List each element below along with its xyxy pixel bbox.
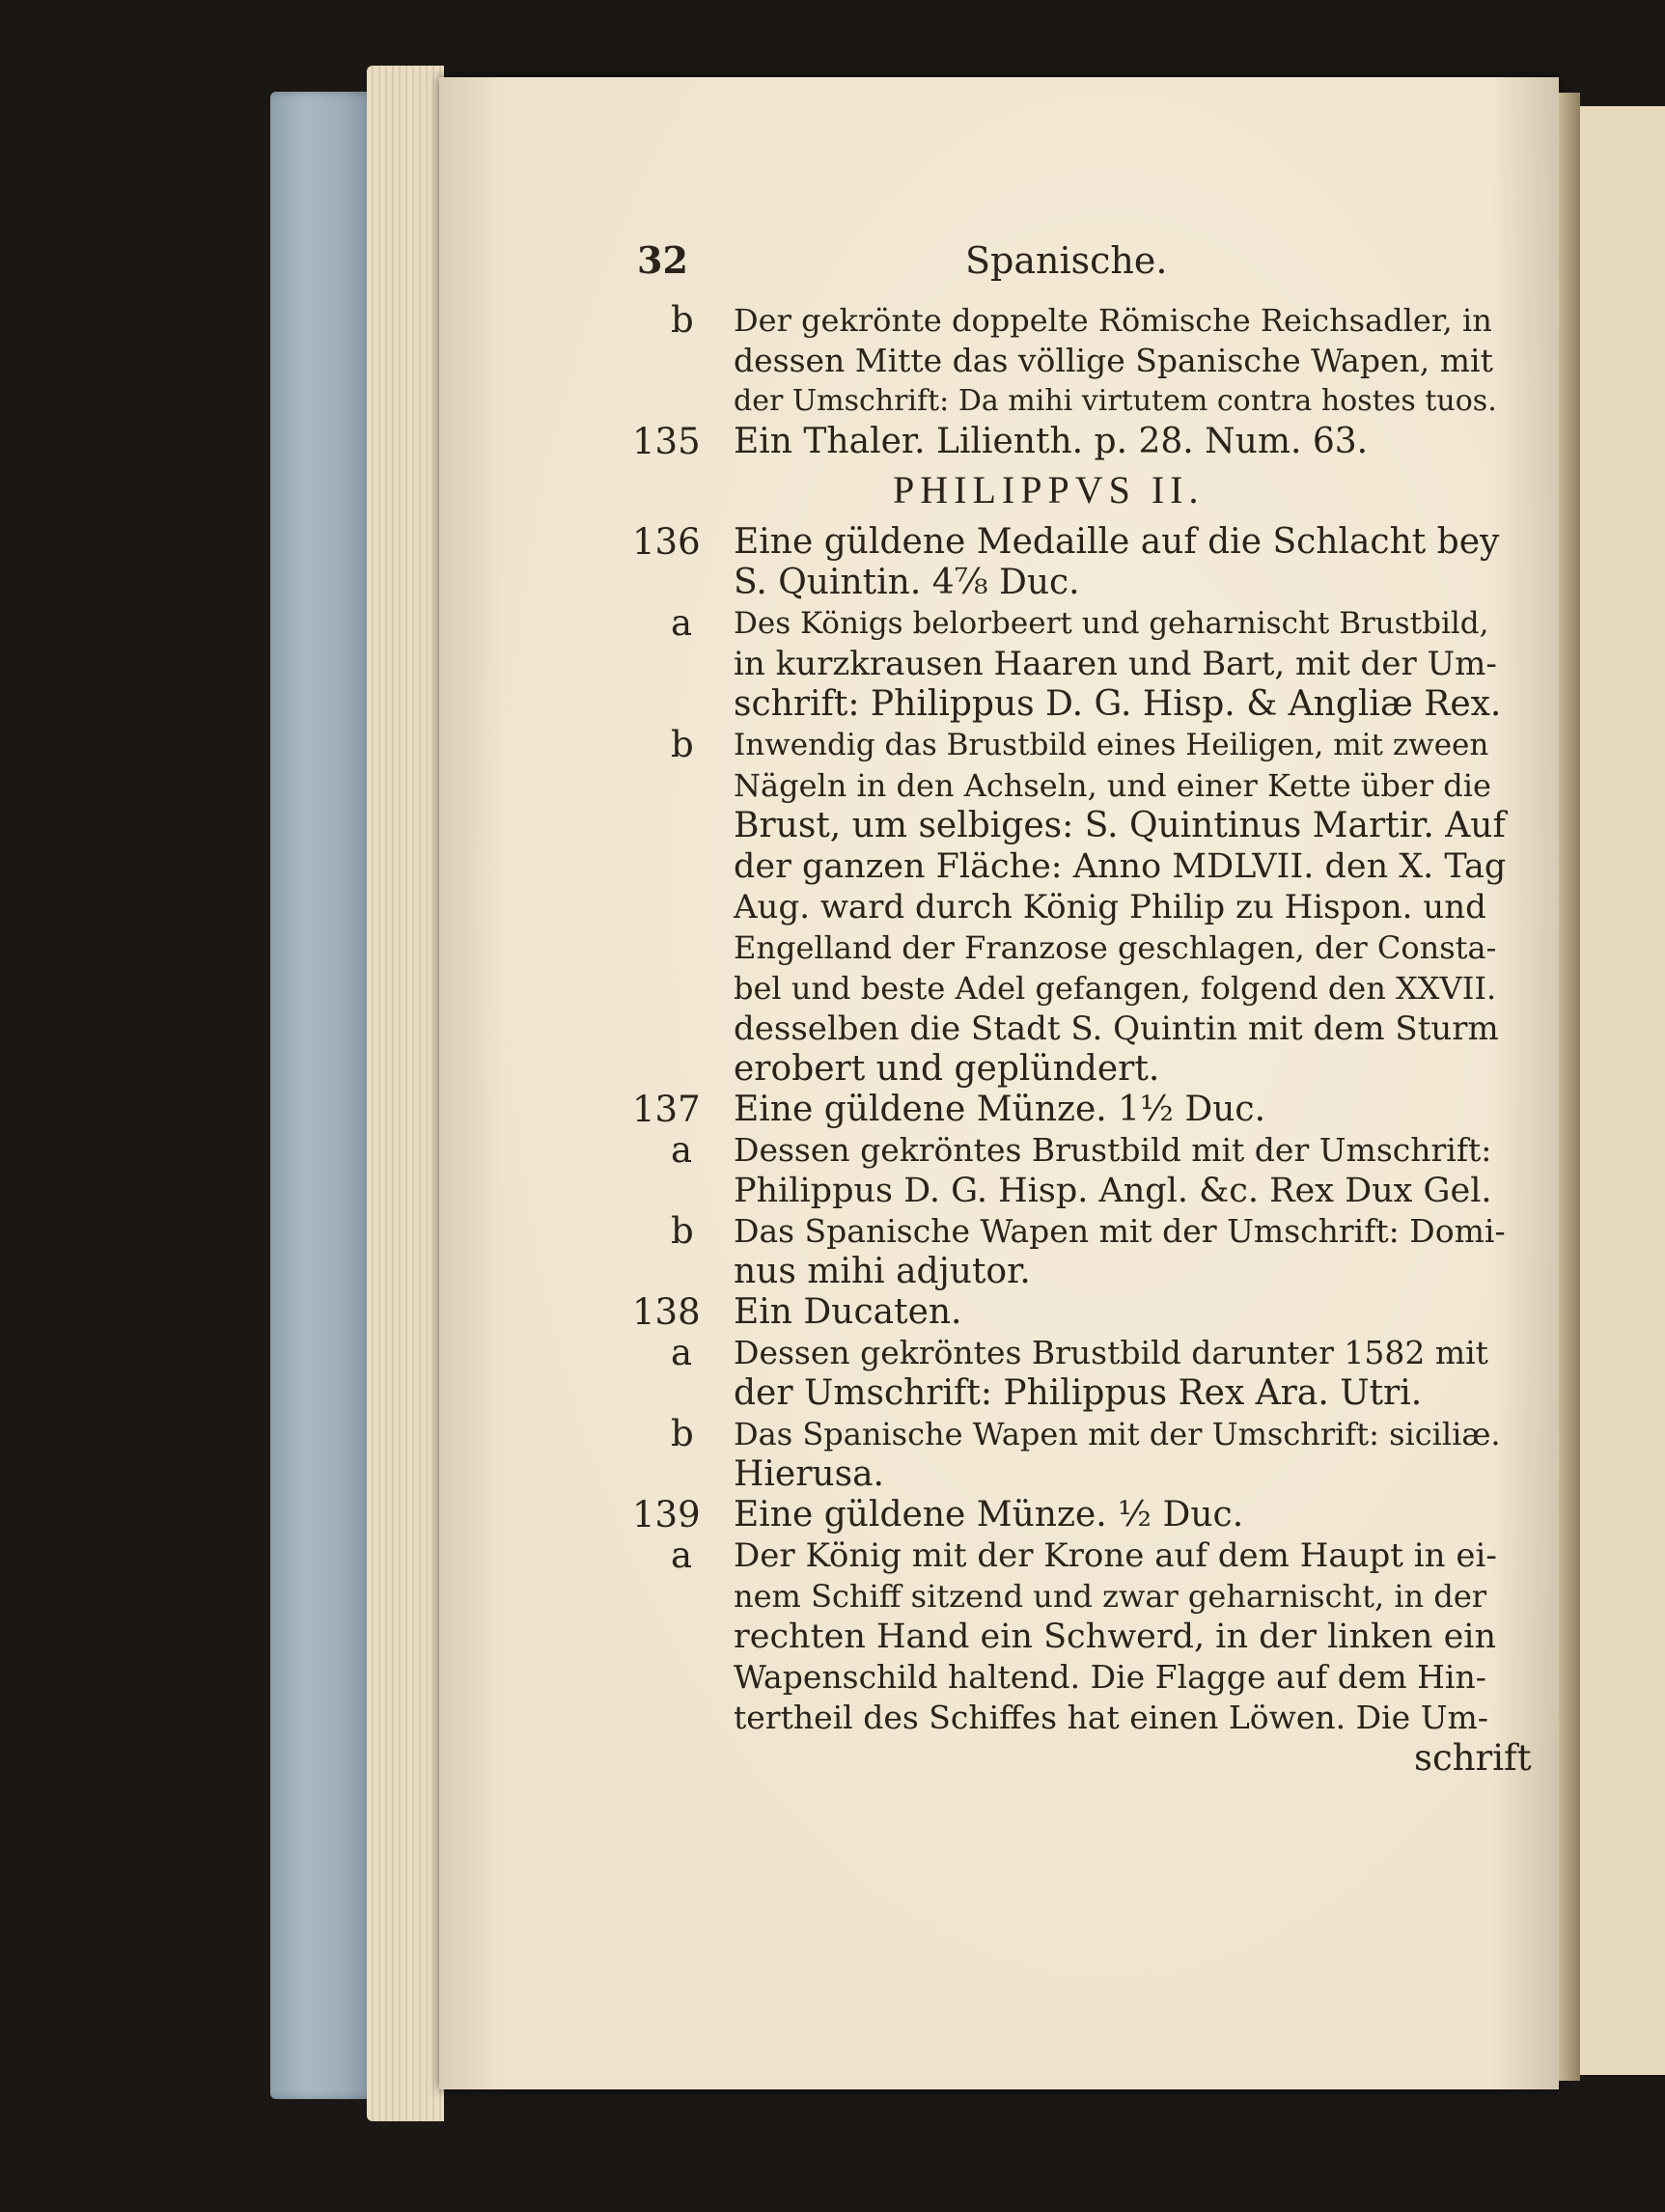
entry-text: Ein Thaler. Lilienth. p. 28. Num. 63. [734, 422, 1369, 461]
entry-text: Eine güldene Münze. ½ Duc. [734, 1495, 1244, 1535]
page-number: 32 [637, 238, 688, 282]
entry-number: 136 [632, 521, 701, 563]
entry-text: Nägeln in den Achseln, und einer Kette über die [734, 767, 1491, 804]
entry-text: S. Quintin. 4⅞ Duc. [734, 563, 1080, 602]
entry-text: der Umschrift: Da mihi virtutem contra hostes tuos. [734, 384, 1497, 418]
entry-text: Engelland der Franzose geschlagen, der Consta- [734, 929, 1497, 966]
entry-number: 135 [632, 421, 701, 462]
entry-text: Dessen gekröntes Brustbild mit der Umschrift: [734, 1131, 1492, 1169]
entry-text: Wapenschild haltend. Die Flagge auf dem Hin- [734, 1658, 1486, 1696]
entry-text: Der gekrönte doppelte Römische Reichsadler, in [734, 302, 1492, 339]
entry-letter: a [671, 1535, 693, 1576]
entry-number: 138 [632, 1291, 701, 1333]
entry-text: der ganzen Fläche: Anno MDLVII. den X. Tag [734, 847, 1507, 886]
entry-text: erobert und geplündert. [734, 1049, 1160, 1089]
entry-text: Das Spanische Wapen mit der Umschrift: Domi- [734, 1212, 1506, 1250]
entry-letter: a [671, 602, 693, 644]
entry-text: tertheil des Schiffes hat einen Löwen. Die Um- [734, 1699, 1488, 1736]
entry-text: Aug. ward durch König Philip zu Hispon. und [734, 888, 1486, 926]
entry-text: schrift: Philippus D. G. Hisp. & Angliæ Rex. [734, 684, 1502, 724]
entry-number: 137 [632, 1089, 701, 1130]
entry-text: nus mihi adjutor. [734, 1252, 1031, 1291]
entry-text: Ein Ducaten. [734, 1292, 962, 1332]
entry-number: 139 [632, 1494, 701, 1535]
entry-letter: b [671, 299, 694, 341]
entry-text: Eine güldene Medaille auf die Schlacht bey [734, 522, 1500, 562]
section-heading: PHILIPPVS II. [893, 468, 1205, 512]
entry-text: Brust, um selbiges: S. Quintinus Martir. Auf [734, 806, 1506, 845]
page-edges [367, 66, 444, 2121]
entry-text: Des Königs belorbeert und geharnischt Brustbild, [734, 606, 1489, 641]
entry-text: Philippus D. G. Hisp. Angl. &c. Rex Dux Gel. [734, 1172, 1492, 1210]
entry-text: dessen Mitte das völlige Spanische Wapen, mit [734, 342, 1493, 379]
catchword: schrift [1414, 1737, 1532, 1779]
entry-letter: b [671, 1210, 694, 1252]
entry-text: bel und beste Adel gefangen, folgend den XXVII. [734, 970, 1497, 1007]
entry-text: Das Spanische Wapen mit der Umschrift: siciliæ. [734, 1416, 1501, 1452]
entry-text: Eine güldene Münze. 1½ Duc. [734, 1090, 1266, 1129]
entry-letter: b [671, 724, 694, 765]
entry-text: Inwendig das Brustbild eines Heiligen, mit zween [734, 728, 1489, 762]
entry-text: Hierusa. [734, 1454, 884, 1494]
page-gutter [1559, 93, 1580, 2081]
entry-text: nem Schiff sitzend und zwar geharnischt, in der [734, 1578, 1487, 1615]
book-cover-edge [270, 92, 376, 2099]
running-title: Spanische. [965, 239, 1168, 282]
entry-text: in kurzkrausen Haaren und Bart, mit der Um- [734, 645, 1497, 683]
entry-letter: b [671, 1413, 694, 1454]
facing-page-edge [1580, 106, 1665, 2075]
entry-text: der Umschrift: Philippus Rex Ara. Utri. [734, 1373, 1423, 1413]
entry-letter: a [671, 1129, 693, 1171]
entry-text: Der König mit der Krone auf dem Haupt in ei- [734, 1536, 1497, 1575]
entry-text: Dessen gekröntes Brustbild darunter 1582 mit [734, 1334, 1488, 1371]
entry-text: rechten Hand ein Schwerd, in der linken ein [734, 1618, 1497, 1656]
entry-letter: a [671, 1332, 693, 1373]
entry-text: desselben die Stadt S. Quintin mit dem Sturm [734, 1009, 1499, 1048]
